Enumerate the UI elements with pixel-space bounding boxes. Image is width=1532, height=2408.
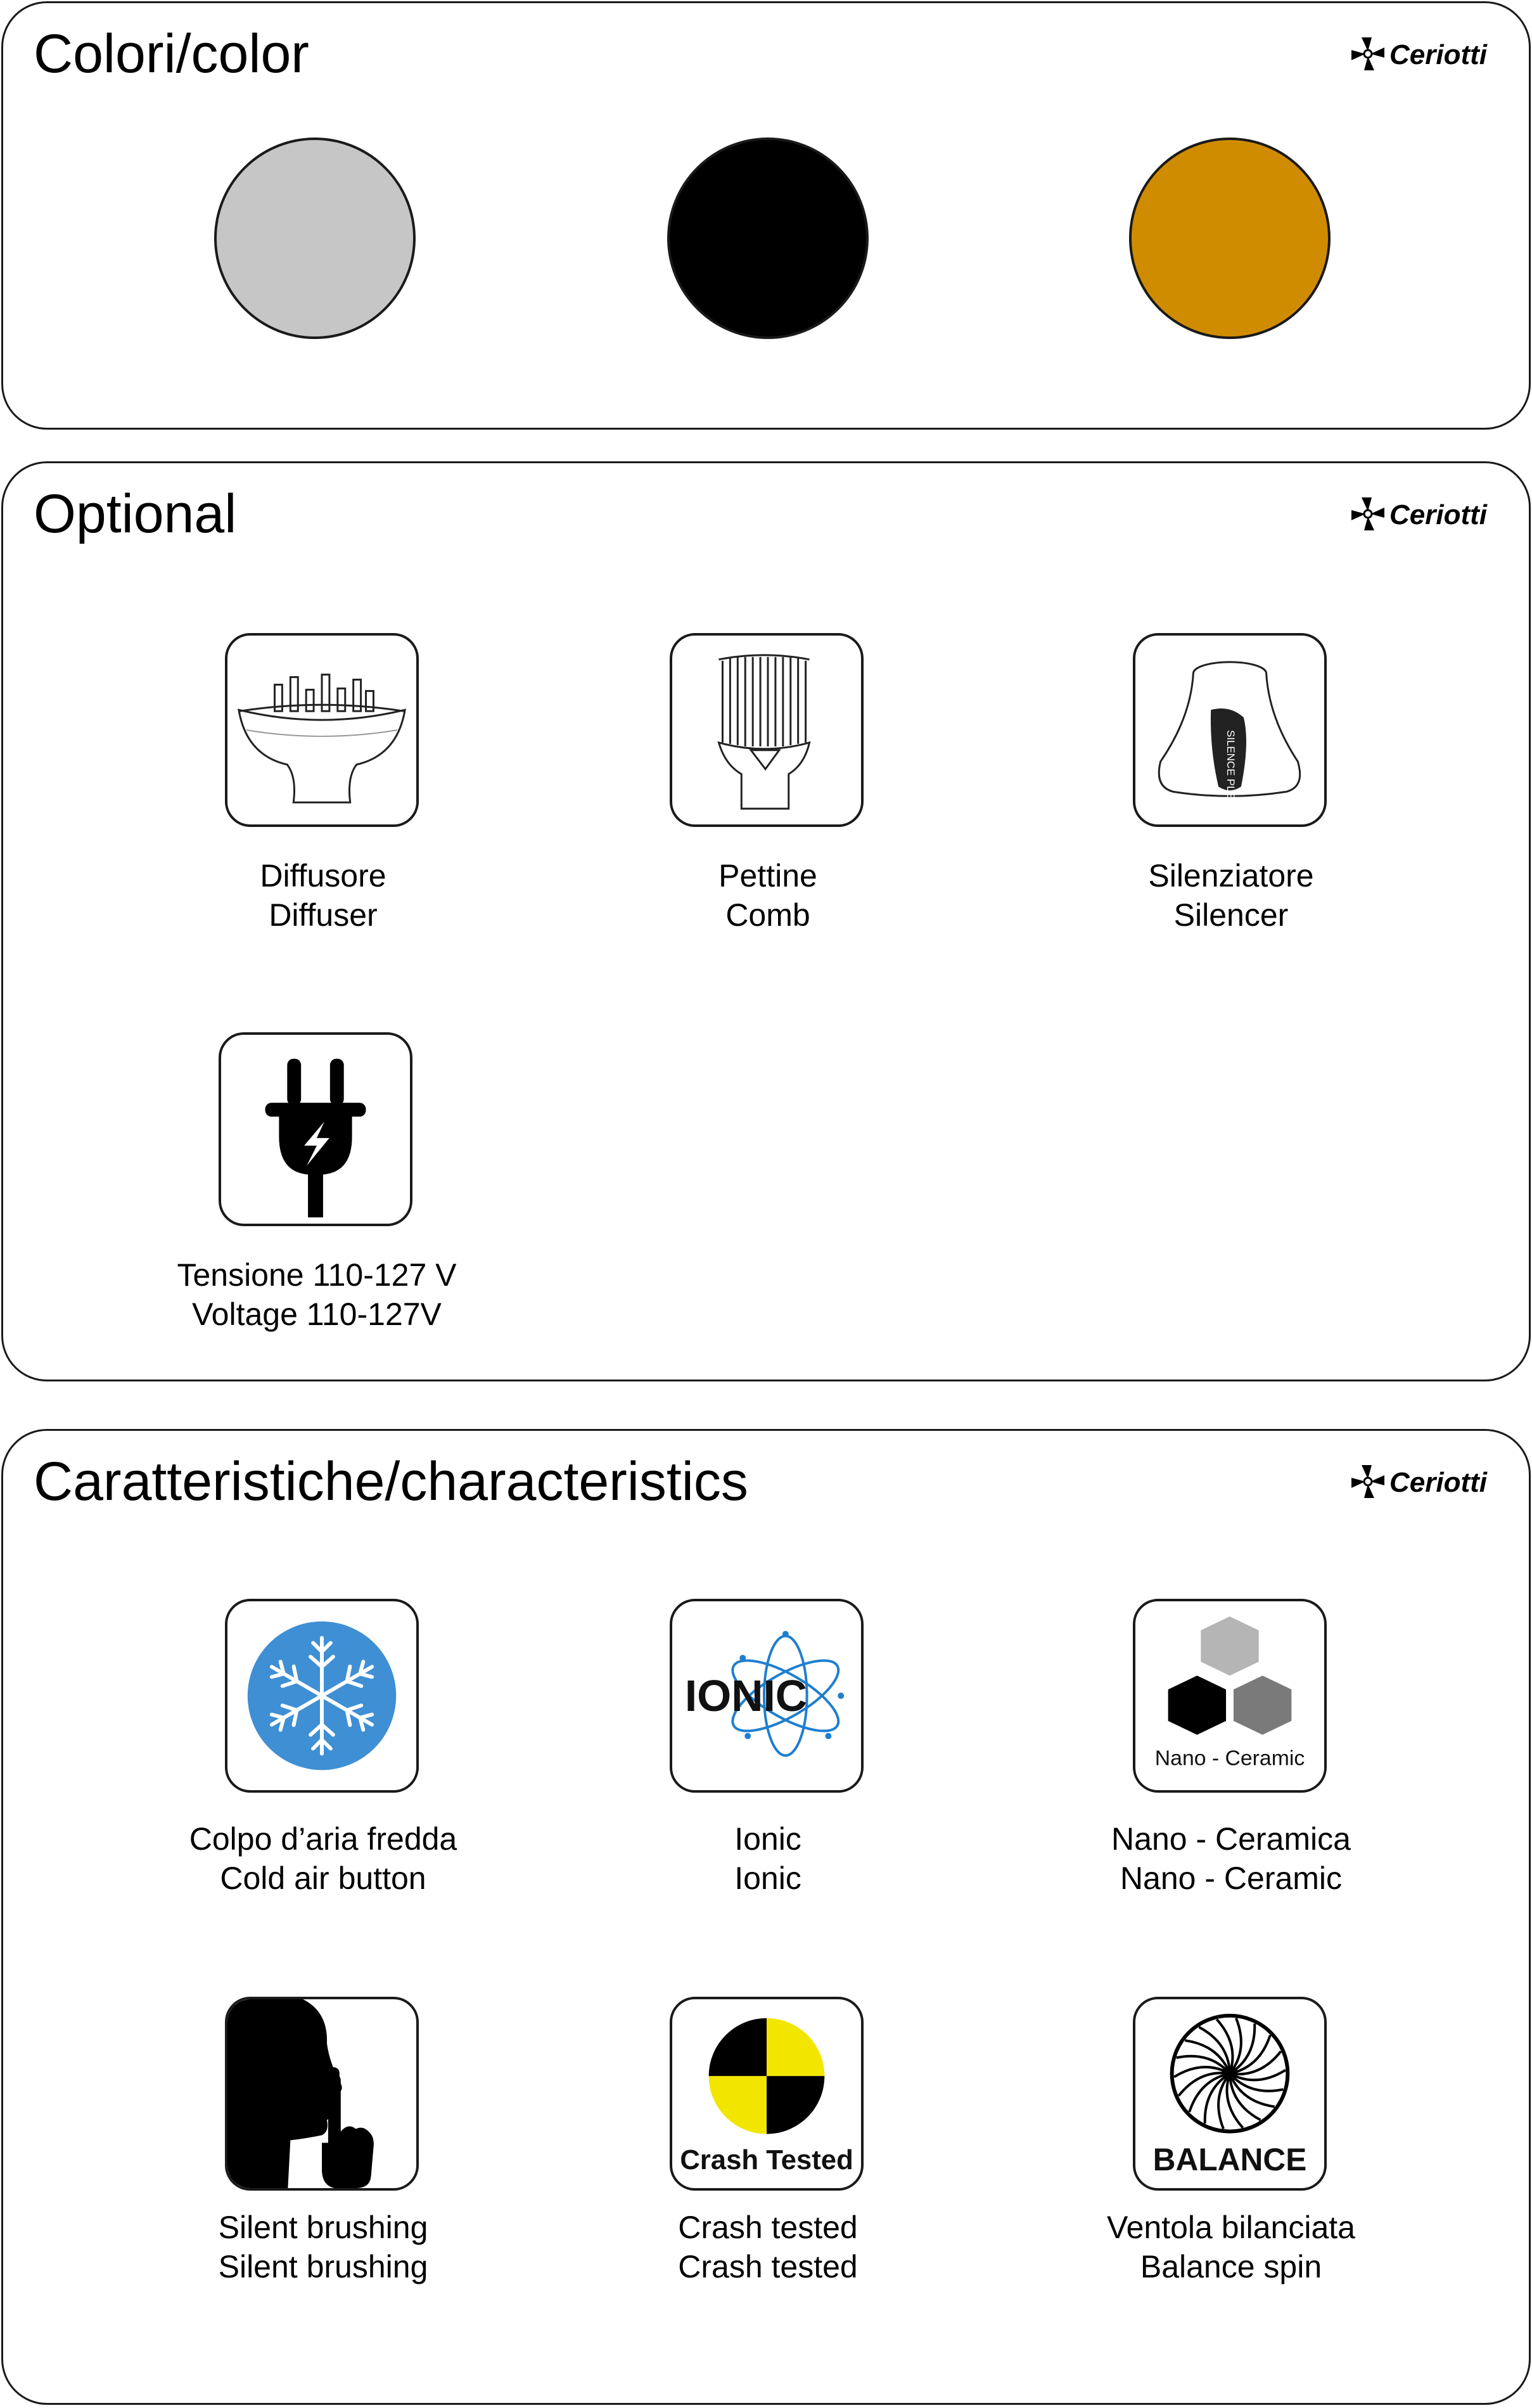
comb-caption: [546, 856, 990, 935]
nano-ceramic-caption: [1009, 1819, 1453, 1898]
caption-line-it: Nano - Ceramica: [1111, 1821, 1351, 1857]
comb-icon: [670, 633, 864, 827]
color-swatch-black[interactable]: [667, 138, 869, 339]
colors-panel-title: Colori/color: [34, 23, 309, 84]
caption-line-en: Nano - Ceramic: [1120, 1860, 1343, 1896]
silencer-icon: [1133, 633, 1327, 827]
ionic-caption: [546, 1819, 990, 1898]
plug-caption: [95, 1255, 539, 1334]
brand-logo: [1346, 494, 1498, 534]
caption-line-it: Ventola bilanciata: [1107, 2210, 1355, 2245]
caption-line-it: Silenziatore: [1148, 858, 1314, 893]
caption-line-it: Diffusore: [260, 858, 386, 893]
diffuser-icon: [225, 633, 419, 827]
optional-panel: [1, 461, 1531, 1381]
silent-brushing-caption: [101, 2208, 545, 2286]
caption-line-en: Cold air button: [220, 1860, 426, 1896]
silencer-caption: [1009, 856, 1453, 935]
caption-line-en: Silent brushing: [218, 2249, 428, 2284]
caption-line-en: Crash tested: [678, 2249, 858, 2284]
balance-fan-icon: [1133, 1997, 1327, 2191]
color-swatch-silver[interactable]: [214, 138, 416, 339]
silent-brushing-icon: [225, 1997, 419, 2191]
caption-line-it: Silent brushing: [218, 2210, 428, 2245]
caption-line-it: Ionic: [734, 1821, 801, 1857]
crash-tested-icon-text: Crash Tested: [680, 2144, 853, 2176]
caption-line-en: Comb: [725, 897, 810, 933]
plug-icon: [219, 1032, 412, 1226]
brand-name: Ceriotti: [1389, 499, 1487, 530]
caption-line-it: Pettine: [718, 858, 817, 893]
diffuser-caption: [101, 856, 545, 935]
caption-line-en: Diffuser: [269, 897, 378, 933]
ionic-icon: [670, 1599, 864, 1793]
colors-panel: [1, 1, 1531, 430]
characteristics-panel: [1, 1429, 1531, 2405]
caption-line-it: Tensione 110-127 V: [177, 1257, 457, 1293]
brand-name: Ceriotti: [1389, 1467, 1487, 1498]
ionic-icon-text: IONIC: [684, 1670, 807, 1720]
brand-logo: [1346, 1461, 1498, 1502]
characteristics-panel-title: Caratteristiche/characteristics: [34, 1451, 748, 1512]
brand-logo: [1346, 34, 1498, 74]
caption-line-en: Silencer: [1173, 897, 1289, 933]
caption-line-en: Voltage 110-127V: [192, 1297, 442, 1332]
brand-name: Ceriotti: [1389, 39, 1487, 70]
caption-line-en: Balance spin: [1140, 2249, 1322, 2284]
cold-air-caption: [101, 1819, 545, 1898]
silencer-icon-text: SILENCE PLEASE: [1225, 730, 1237, 821]
balance-icon-text: BALANCE: [1152, 2142, 1307, 2178]
crash-tested-caption: [546, 2208, 990, 2286]
nano-ceramic-icon-text: Nano - Ceramic: [1154, 1746, 1305, 1771]
caption-line-it: Crash tested: [678, 2210, 858, 2245]
caption-line-it: Colpo d’aria fredda: [189, 1821, 457, 1857]
optional-panel-title: Optional: [34, 484, 237, 544]
color-swatch-gold[interactable]: [1129, 138, 1331, 339]
balance-spin-caption: [1009, 2208, 1453, 2286]
nano-ceramic-icon: [1133, 1599, 1327, 1793]
snowflake-icon: [225, 1599, 419, 1793]
crash-tested-icon: [670, 1997, 864, 2191]
caption-line-en: Ionic: [734, 1860, 801, 1896]
